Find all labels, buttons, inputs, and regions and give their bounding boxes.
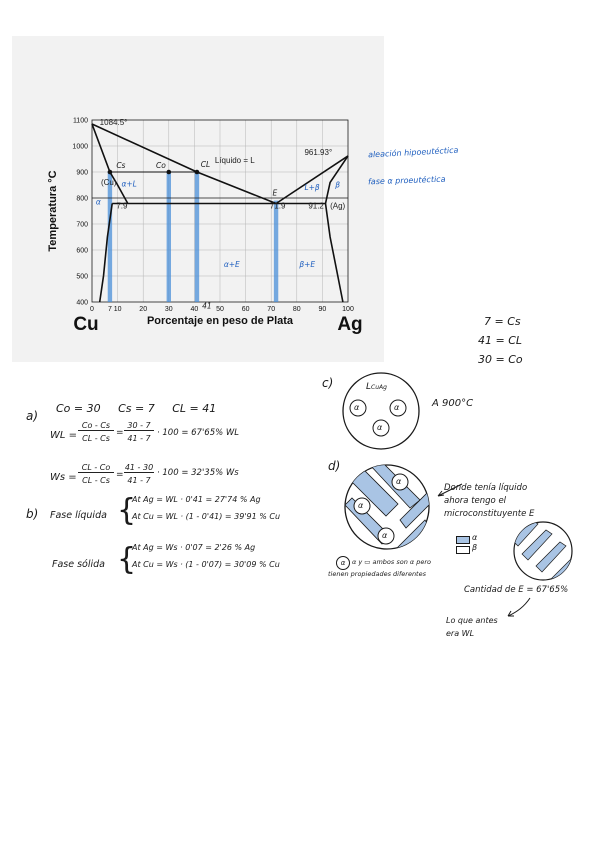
- legend-caption: α y ▭ ambos son α pero tienen propiedades diferentes: [328, 558, 432, 578]
- wl-frac2-num: 30 - 7: [124, 421, 154, 431]
- eutectic-amount: Cantidad de E = 67'65%: [464, 585, 569, 595]
- y-tick-label: 900: [76, 169, 88, 177]
- equals-sign: =: [116, 470, 124, 480]
- previous-note: Lo que antes era WL: [446, 616, 498, 638]
- wl-frac2-den: 41 - 7: [127, 434, 151, 443]
- alpha-label: α: [358, 501, 364, 510]
- wl-result: · 100 = 67'65% WL: [157, 428, 240, 438]
- solid-cu: At Cu = Ws · (1 - 0'07) = 30'09 % Cu: [132, 560, 280, 569]
- ws-frac1-den: CL - Cs: [82, 476, 110, 485]
- alpha-label: α: [396, 477, 402, 486]
- legend-beta-label: β: [472, 543, 478, 552]
- y-tick-label: 1100: [72, 117, 88, 125]
- liquid-cu: At Cu = WL · (1 - 0'41) = 39'91 % Cu: [132, 512, 281, 521]
- solution-d-label: d): [328, 459, 341, 473]
- chart-annotation: 1084.5°: [99, 118, 128, 128]
- chart-annotation: 961.93°: [304, 148, 333, 158]
- chart-annotation: Líquido = L: [214, 155, 255, 165]
- chart-annotation: (Ag): [330, 201, 346, 211]
- solution-b-label: b): [26, 507, 39, 521]
- eutectic-note: Donde tenía líquido ahora tengo el microconstituyente E: [444, 483, 535, 519]
- alpha-label: α: [377, 423, 383, 432]
- y-tick-label: 800: [76, 195, 88, 203]
- x-tick-label: 7: [107, 306, 112, 313]
- ws-frac2-num: 41 - 30: [124, 463, 154, 472]
- chart-annotation: 71.9: [269, 201, 286, 211]
- liquid-ag: At Ag = WL · 0'41 = 27'74 % Ag: [132, 495, 261, 504]
- x-tick-label: 60: [241, 306, 250, 313]
- alpha-label: α: [382, 531, 388, 540]
- chart-annotation: 7.9: [116, 201, 128, 211]
- y-tick-label: 600: [76, 247, 88, 255]
- wl-frac1-num: Co - Cs: [78, 421, 114, 431]
- y-tick-label: 400: [76, 299, 88, 307]
- handwritten-label: β: [335, 180, 340, 190]
- x-tick-label: 90: [318, 306, 327, 313]
- pointer-arrow: [500, 596, 540, 620]
- handwritten-label: CL: [200, 159, 211, 169]
- phase-diagram-panel: [12, 36, 384, 362]
- chart-annotation: (Cu): [100, 178, 117, 187]
- composition-line: [274, 201, 278, 302]
- legend-beta-swatch: [456, 546, 470, 554]
- handwritten-label: α: [95, 197, 101, 207]
- handwritten-label: β+E: [299, 259, 316, 269]
- ws-result: · 100 = 32'35% Ws: [157, 468, 239, 478]
- ws-frac2-den: 41 - 7: [127, 476, 151, 485]
- handwritten-label: Cs: [116, 161, 126, 171]
- eutectic-detail: [512, 520, 574, 582]
- wl-lhs: WL =: [50, 430, 78, 441]
- composition-line: [195, 172, 199, 302]
- alpha-label: α: [354, 403, 360, 412]
- x-tick-label: 30: [164, 306, 173, 313]
- legend-alpha-swatch: [456, 536, 470, 544]
- x-tick-label: 70: [267, 306, 276, 313]
- x-right-element: Ag: [337, 314, 363, 335]
- x-tick-label: 40: [190, 306, 199, 313]
- y-tick-label: 500: [76, 273, 88, 281]
- x-tick-label: 50: [216, 306, 224, 313]
- temperature-label: A 900°C: [432, 398, 474, 409]
- alpha-label: α: [394, 403, 400, 412]
- x-tick-label: 0: [90, 306, 94, 313]
- ws-frac1-num: CL - Co: [78, 463, 114, 473]
- note-proeutectic: fase α proeutéctica: [367, 174, 446, 187]
- brace-liquid: {: [117, 493, 137, 528]
- solution-a-label: a): [26, 409, 39, 423]
- y-axis-label: Temperatura °C: [47, 170, 59, 252]
- note-hypoeutectic: aleación hipoeutéctica: [367, 145, 459, 160]
- chart-annotation: 91.2: [308, 201, 324, 211]
- ws-lhs: Ws =: [50, 472, 77, 483]
- wl-frac1-den: CL - Cs: [82, 434, 110, 443]
- given-values: Co = 30 Cs = 7 CL = 41: [56, 402, 217, 415]
- composition-line: [167, 172, 171, 302]
- y-tick-label: 700: [76, 221, 88, 229]
- solution-c-label: c): [322, 376, 334, 390]
- equation-cl: 41 = CL: [478, 334, 523, 347]
- phase-boundary-line: [326, 204, 343, 303]
- handwritten-label: E: [272, 188, 278, 198]
- phase-diagram-chart: [12, 36, 384, 362]
- composition-line: [108, 172, 112, 302]
- x-tick-label: 100: [342, 306, 354, 313]
- x-tick-label: 80: [292, 306, 301, 313]
- equation-co: 30 = Co: [478, 353, 523, 366]
- liquid-phase-label: Fase líquida: [50, 510, 107, 521]
- x-axis-label: Porcentaje en peso de Plata: [146, 315, 294, 327]
- equation-cs: 7 = Cs: [484, 315, 521, 328]
- solid-phase-label: Fase sólida: [52, 559, 105, 570]
- handwritten-label: L+β: [304, 183, 320, 193]
- handwritten-label: Co: [156, 161, 166, 171]
- handwritten-label: α+E: [223, 259, 240, 269]
- legend-alpha-label: α: [472, 533, 478, 542]
- solid-ag: At Ag = Ws · 0'07 = 2'26 % Ag: [132, 543, 256, 552]
- brace-solid: {: [117, 542, 137, 577]
- equals-sign: =: [116, 428, 124, 438]
- legend-alpha-circle: α: [336, 556, 350, 570]
- handwritten-label: 41: [202, 301, 212, 311]
- y-tick-label: 1000: [72, 143, 88, 151]
- x-left-element: Cu: [73, 314, 99, 335]
- liquid-label: LCuAg: [366, 382, 387, 392]
- x-tick-label: 10: [113, 306, 122, 313]
- handwritten-label: α+L: [121, 179, 137, 189]
- x-tick-label: 20: [139, 306, 148, 313]
